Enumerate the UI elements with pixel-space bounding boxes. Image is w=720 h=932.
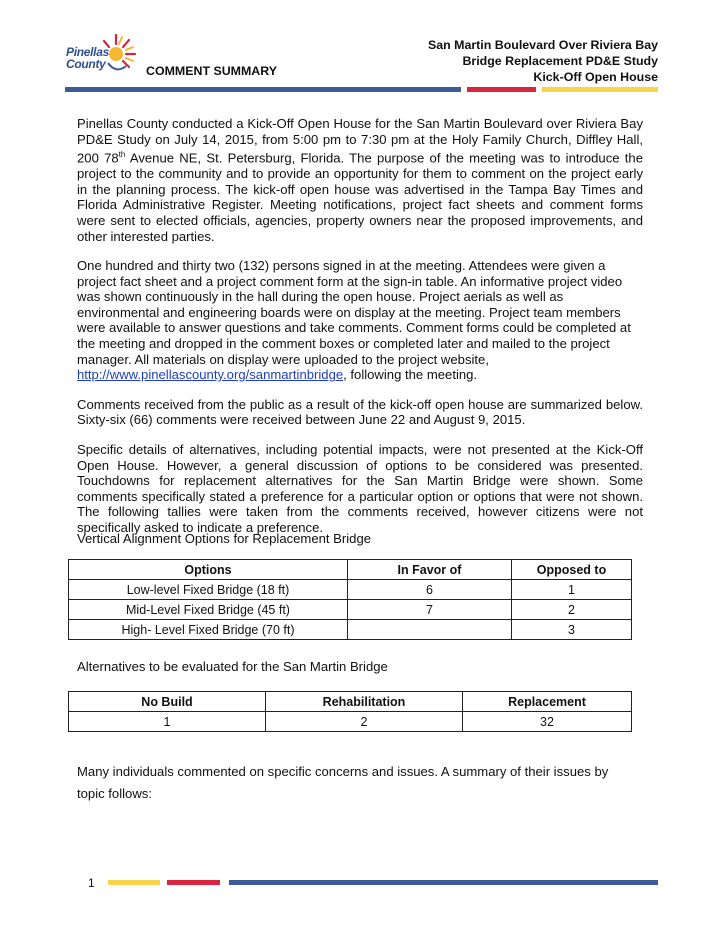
in-favor-cell bbox=[348, 620, 512, 640]
footer-bar-blue bbox=[229, 880, 658, 885]
table-row bbox=[69, 712, 632, 732]
event-title: Kick-Off Open House bbox=[533, 70, 658, 84]
table-header-row bbox=[69, 692, 632, 712]
no-build-cell: 1 bbox=[69, 712, 266, 732]
option-cell: High- Level Fixed Bridge (70 ft) bbox=[69, 620, 348, 640]
opposed-cell: 2 bbox=[512, 600, 632, 620]
table-row bbox=[69, 580, 632, 600]
table2-caption: Alternatives to be evaluated for the San Martin Bridge bbox=[77, 659, 388, 674]
opposed-cell: 3 bbox=[512, 620, 632, 640]
logo-line-1: Pinellas bbox=[66, 45, 109, 59]
logo-line-2: County bbox=[66, 57, 106, 71]
alternatives-table bbox=[68, 691, 632, 732]
paragraph-alternatives: Specific details of alternatives, including potential impacts, were not presented at the Kick-Off Open House. However, a general discussion of options to be considered was presented. Touchdowns for replacement alternatives for the San Martin Bridge were shown. Some comments specifically stated a preference for a particular option or options that were not shown. The following tallies were taken from the comments received, however citizens were not specifically asked to indicate a preference. bbox=[77, 442, 643, 536]
table-header-row bbox=[69, 560, 632, 580]
paragraph-intro: Pinellas County conducted a Kick-Off Open House for the San Martin Boulevard over Riviera Bay PD&E Study on July 14, 2015, from 5:00 pm to 7:30 pm at the Holy Family Church, Diffley Hall, 200 78th Avenue NE, St. Petersburg, Florida. The purpose of the meeting was to introduce the project to the community and to provide an opportunity for them to comment on the project early in the planning process. The kick-off open house was advertised in the Tampa Bay Times and Florida Administrative Register. Meeting notifications, project fact sheets and comment forms were sent to elected officials, agencies, property owners near the proposed improvements, and other interested parties. bbox=[77, 116, 643, 244]
document-body bbox=[77, 116, 643, 550]
document-label: COMMENT SUMMARY bbox=[146, 64, 278, 78]
col-header-opposed: Opposed to bbox=[512, 560, 632, 580]
paragraph-comments: Comments received from the public as a result of the kick-off open house are summarized below. Sixty-six (66) comments were received between June 22 and August 9, 2015. bbox=[77, 396, 643, 428]
pinellas-county-logo bbox=[66, 32, 136, 84]
table1-caption: Vertical Alignment Options for Replacement Bridge bbox=[77, 531, 372, 546]
col-header-rehabilitation: Rehabilitation bbox=[266, 692, 463, 712]
closing-paragraph: Many individuals commented on specific concerns and issues. A summary of their issues by topic follows: bbox=[77, 764, 609, 801]
logo-text bbox=[66, 46, 118, 70]
option-cell: Mid-Level Fixed Bridge (45 ft) bbox=[69, 600, 348, 620]
col-header-no-build: No Build bbox=[69, 692, 266, 712]
header-bar-yellow bbox=[542, 87, 658, 92]
document-header bbox=[428, 37, 658, 85]
table-row bbox=[69, 600, 632, 620]
study-title: Bridge Replacement PD&E Study bbox=[462, 54, 658, 68]
in-favor-cell: 7 bbox=[348, 600, 512, 620]
project-website-link[interactable]: http://www.pinellascounty.org/sanmartinbridge bbox=[77, 367, 344, 383]
footer-bar-red bbox=[167, 880, 220, 885]
project-title: San Martin Boulevard Over Riviera Bay bbox=[427, 38, 658, 52]
col-header-replacement: Replacement bbox=[463, 692, 632, 712]
rehabilitation-cell: 2 bbox=[266, 712, 463, 732]
option-cell: Low-level Fixed Bridge (18 ft) bbox=[69, 580, 348, 600]
header-bar-blue bbox=[65, 87, 461, 92]
col-header-in-favor: In Favor of bbox=[348, 560, 512, 580]
col-header-options: Options bbox=[69, 560, 348, 580]
header-bar-red bbox=[467, 87, 536, 92]
paragraph-attendance: One hundred and thirty two (132) persons signed in at the meeting. Attendees were given a project fact sheet and a project comment form at the sign-in table. An informative project video was shown continuously in the hall during the open house. Project aerials as well as environmental and engineering boards were on display at the meeting. Project team members were available to answer questions and take comments. Comment forms could be completed at the meeting and dropped in the comment boxes or completed later and mailed to the project manager. All materials on display were uploaded to the project website, http://www.pinellascounty.org/sanmartinbridge, following the meeting. bbox=[77, 258, 631, 383]
opposed-cell: 1 bbox=[512, 580, 632, 600]
replacement-cell: 32 bbox=[463, 712, 632, 732]
footer-bar-yellow bbox=[108, 880, 160, 885]
page-number: 1 bbox=[88, 876, 95, 890]
table-row bbox=[69, 620, 632, 640]
vertical-alignment-table bbox=[68, 559, 632, 640]
in-favor-cell: 6 bbox=[348, 580, 512, 600]
